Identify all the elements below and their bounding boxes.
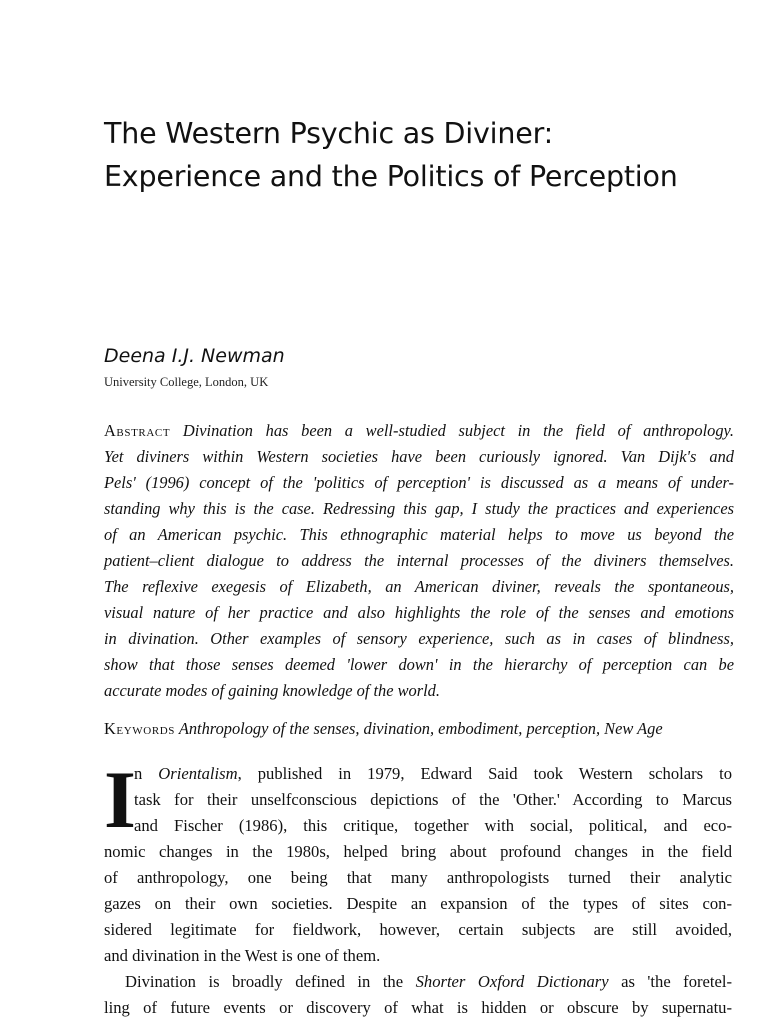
body-line: of anthropology, one being that many anthropologists turned their analytic — [104, 868, 732, 887]
title-line-1: The Western Psychic as Diviner: — [104, 117, 554, 150]
abstract-line: show that those senses deemed 'lower down' in the hierarchy of perception can be — [104, 655, 734, 674]
abstract-line: patient–client dialogue to address the internal processes of the diviners themselves. — [104, 551, 734, 570]
author-name: Deena I.J. Newman — [104, 345, 285, 367]
abstract-line: Abstract Divination has been a well-studied subject in the field of anthropology. — [104, 421, 734, 440]
abstract-line: accurate modes of gaining knowledge of the world. — [104, 681, 440, 700]
abstract-line: The reflexive exegesis of Elizabeth, an American diviner, reveals the spontaneous, — [104, 577, 734, 596]
abstract-line: standing why this is the case. Redressing this gap, I study the practices and experiences — [104, 499, 734, 518]
body-text — [104, 754, 733, 1021]
abstract-line: visual nature of her practice and also highlights the role of the senses and emotions — [104, 603, 734, 622]
abstract-label: Abstract — [104, 421, 171, 440]
abstract-line: in divination. Other examples of sensory experience, such as in cases of blindness, — [104, 629, 734, 648]
body-line: task for their unselfconscious depictions of the 'Other.' According to Marcus — [134, 790, 732, 809]
body-line: and Fischer (1986), this critique, together with social, political, and eco- — [134, 816, 732, 835]
body-line: and divination in the West is one of them. — [104, 946, 381, 965]
keywords-label: Keywords — [104, 719, 176, 738]
abstract-line: Yet diviners within Western societies have been curiously ignored. Van Dijk's and — [104, 447, 734, 466]
abstract-line: of an American psychic. This ethnographic material helps to move us beyond the — [104, 525, 734, 544]
title-line-2: Experience and the Politics of Perception — [104, 160, 678, 193]
author-affiliation: University College, London, UK — [104, 375, 269, 389]
keywords — [104, 719, 734, 739]
body-line: n Orientalism, published in 1979, Edward Said took Western scholars to — [134, 764, 732, 783]
body-line: ling of future events or discovery of what is hidden or obscure by supernatu- — [104, 998, 732, 1017]
drop-cap: I — [104, 754, 136, 845]
abstract — [104, 418, 734, 704]
abstract-line: Pels' (1996) concept of the 'politics of perception' is discussed as a means of under- — [104, 473, 734, 492]
body-line: Divination is broadly defined in the Shorter Oxford Dictionary as 'the foretel- — [125, 972, 733, 991]
body-line: sidered legitimate for fieldwork, however, certain subjects are still avoided, — [104, 920, 732, 939]
keywords-text: Anthropology of the senses, divination, embodiment, perception, New Age — [178, 719, 663, 738]
body-line: nomic changes in the 1980s, helped bring about profound changes in the field — [104, 842, 732, 861]
article-title — [104, 112, 744, 198]
body-line: gazes on their own societies. Despite an expansion of the types of sites con- — [104, 894, 732, 913]
